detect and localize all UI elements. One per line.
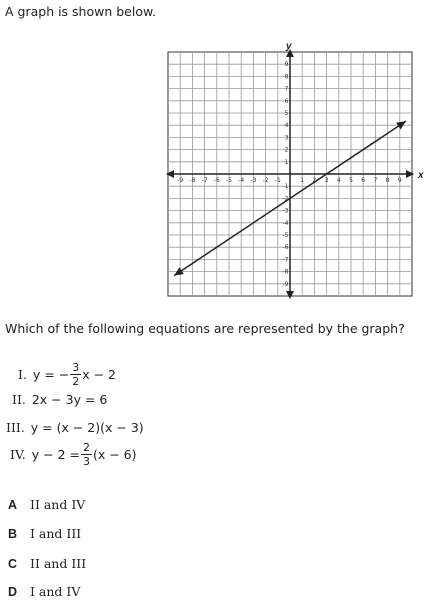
y-tick-label: -7	[282, 256, 289, 264]
choice-c[interactable]	[8, 556, 86, 571]
y-tick-label: 8	[284, 73, 289, 81]
x-tick-label: -2	[262, 177, 269, 184]
y-tick-label: -8	[282, 268, 289, 276]
x-tick-label: 7	[373, 177, 378, 184]
statement-2-text: 2x − 3y = 6	[31, 392, 108, 407]
choice-a-letter: A	[8, 498, 18, 512]
statement-1-numerator: 3	[72, 361, 80, 374]
statement-4-numerator: 2	[82, 441, 90, 454]
intro-text: A graph is shown below.	[5, 4, 157, 19]
x-tick-label: -5	[226, 177, 232, 184]
choice-a-text: II and IV	[30, 497, 86, 512]
x-tick-label: -9	[177, 177, 184, 184]
x-tick-label: -4	[238, 177, 245, 184]
statement-4-numeral: IV.	[10, 447, 26, 462]
y-tick-label: -9	[282, 280, 289, 288]
x-tick-label: -7	[201, 177, 208, 184]
statement-1	[18, 362, 116, 387]
coordinate-graph	[165, 40, 425, 305]
y-tick-label: -6	[282, 244, 289, 252]
statement-1-right: x − 2	[82, 367, 116, 382]
y-tick-label: 1	[284, 158, 289, 166]
y-tick-label: 7	[284, 85, 289, 93]
y-tick-label: 9	[284, 61, 289, 69]
statement-1-denominator: 2	[72, 375, 80, 388]
choice-d-letter: D	[8, 585, 18, 599]
x-tick-label: 6	[361, 177, 366, 184]
x-axis-label: x	[418, 170, 424, 181]
x-tick-label: 8	[385, 177, 390, 184]
y-tick-label: -2	[282, 195, 289, 203]
statement-4	[10, 442, 137, 467]
y-tick-label: 6	[284, 97, 289, 105]
x-tick-label: -3	[250, 177, 257, 184]
x-tick-label: -8	[189, 177, 196, 184]
y-axis-label: y	[286, 41, 292, 52]
x-tick-label: 3	[324, 177, 329, 184]
x-tick-label: -6	[213, 177, 220, 184]
statement-3	[6, 420, 144, 435]
statement-4-fraction	[81, 442, 92, 467]
choice-c-text: II and III	[30, 556, 87, 571]
x-tick-label: -1	[274, 177, 281, 184]
statement-1-fraction	[70, 362, 81, 387]
statement-4-right: (x − 6)	[92, 447, 137, 462]
y-tick-label: 3	[284, 134, 289, 142]
choice-b-letter: B	[8, 527, 18, 541]
statement-4-left: y − 2 =	[31, 447, 80, 462]
choice-b[interactable]	[8, 526, 81, 541]
choice-d[interactable]	[8, 584, 80, 599]
statement-3-text: y = (x − 2)(x − 3)	[30, 420, 144, 435]
statement-1-numeral: I.	[18, 367, 27, 382]
x-tick-label: 1	[300, 177, 305, 184]
statement-3-numeral: III.	[6, 420, 25, 435]
y-tick-label: 4	[284, 122, 289, 130]
choice-a[interactable]	[8, 497, 85, 512]
y-tick-label: -5	[282, 232, 289, 239]
y-tick-label: -4	[282, 219, 289, 227]
statement-1-left: y = −	[32, 367, 70, 382]
statement-4-denominator: 3	[82, 455, 90, 468]
question-text: Which of the following equations are represented by the graph?	[5, 321, 405, 336]
y-tick-label: -1	[282, 183, 289, 191]
y-tick-label: -3	[282, 207, 289, 215]
choice-d-text: I and IV	[30, 584, 81, 599]
y-tick-label: 5	[284, 110, 289, 117]
x-tick-label: 9	[397, 177, 402, 184]
x-tick-label: 2	[312, 177, 317, 184]
statement-2-numeral: II.	[12, 392, 26, 407]
x-tick-label: 4	[336, 177, 341, 184]
x-tick-label: 5	[349, 177, 353, 184]
choice-b-text: I and III	[30, 526, 82, 541]
choice-c-letter: C	[8, 557, 18, 571]
y-tick-label: 2	[284, 146, 289, 154]
statement-2	[12, 392, 107, 407]
